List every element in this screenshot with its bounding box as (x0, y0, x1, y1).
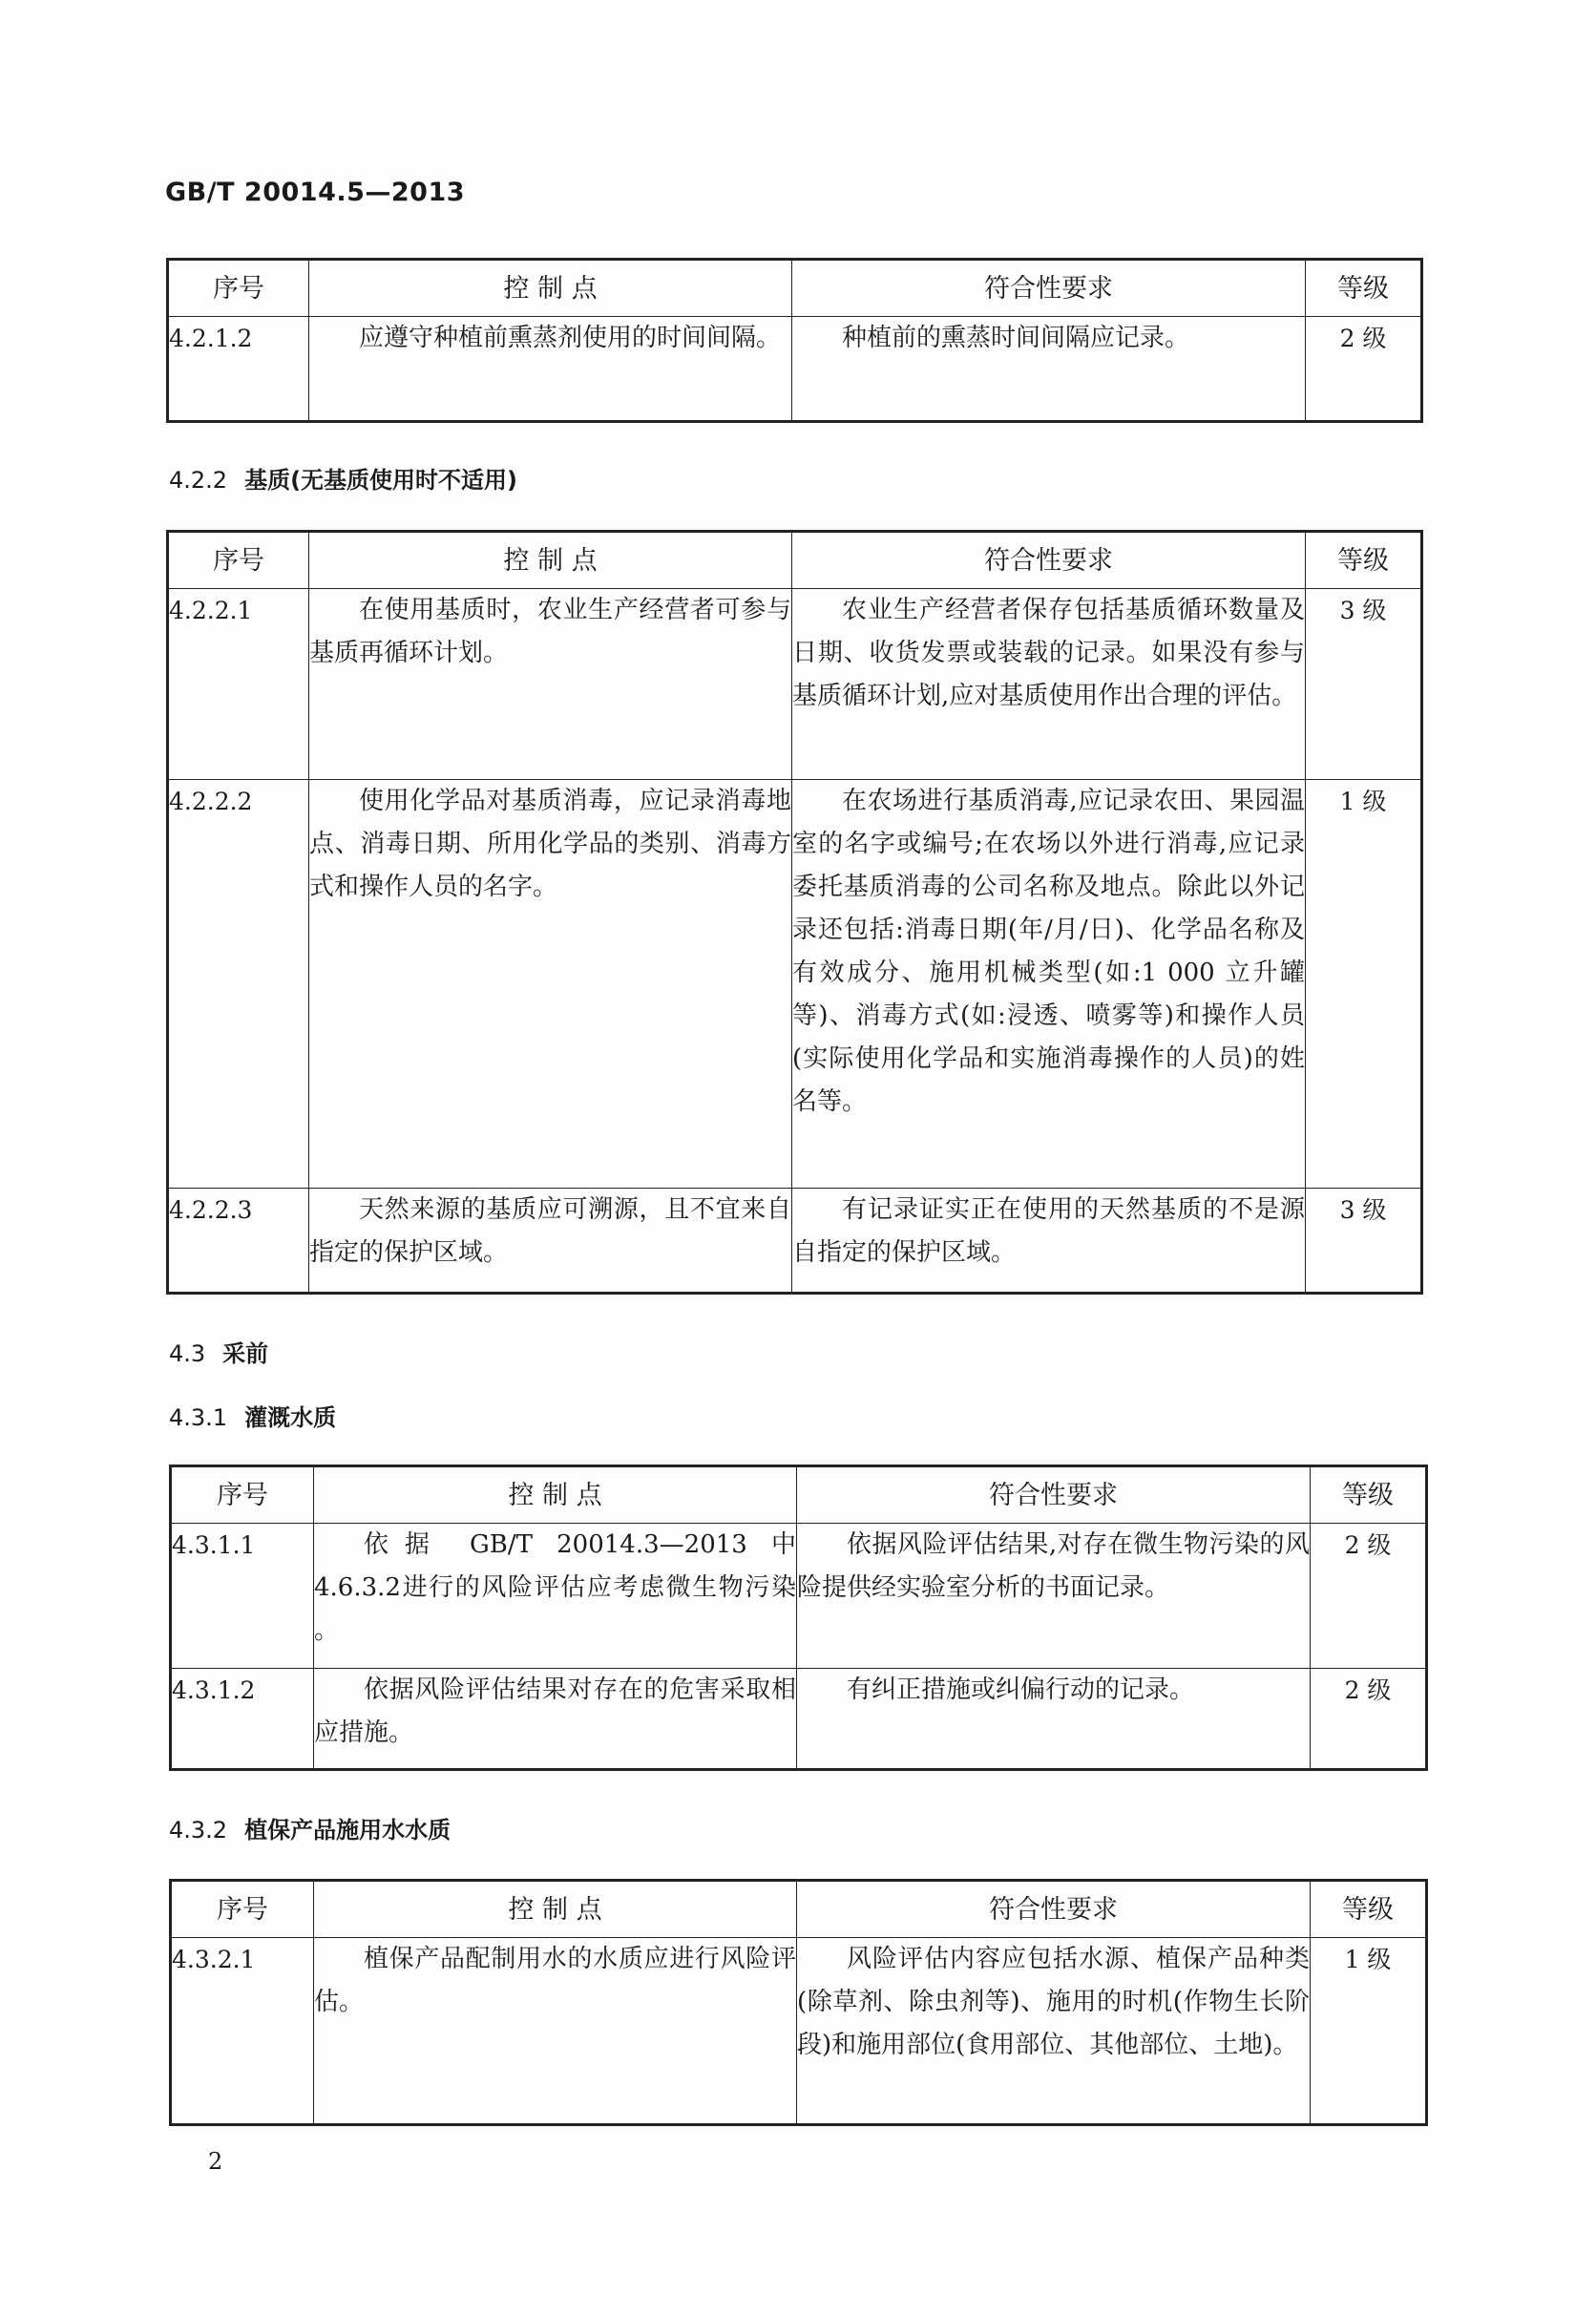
row-id: 4.3.1.1 (171, 1524, 314, 1669)
section-title: 灌溉水质 (244, 1404, 337, 1431)
table-4-3-2 (169, 1879, 1428, 2126)
table-row (168, 1189, 1422, 1294)
col-header-level: 等级 (1306, 532, 1422, 589)
row-level: 3 级 (1306, 589, 1422, 780)
section-number: 4.3.2 (169, 1817, 228, 1844)
row-requirement: 依据风险评估结果,对存在微生物污染的风险提供经实验室分析的书面记录。 (797, 1524, 1311, 1669)
row-id: 4.2.2.1 (168, 589, 309, 780)
row-control: 依据风险评估结果对存在的危害采取相应措施。 (314, 1669, 797, 1770)
row-requirement: 有记录证实正在使用的天然基质的不是源自指定的保护区域。 (792, 1189, 1306, 1294)
row-requirement: 在农场进行基质消毒,应记录农田、果园温室的名字或编号;在农场以外进行消毒,应记录委托基质消毒的公司名称及地点。除此以外记录还包括:消毒日期(年/月/日)、化学品名称及有效成分、施用机械类型(如:1 000 立升罐等)、消毒方式(如:浸透、喷雾等)和操作人员(实际使用化学品和实施消毒操作的人员)的姓名等。 (792, 780, 1306, 1189)
section-title: 植保产品施用水水质 (244, 1817, 452, 1844)
col-header-id: 序号 (168, 532, 309, 589)
row-requirement: 有纠正措施或纠偏行动的记录。 (797, 1669, 1311, 1770)
row-control: 天然来源的基质应可溯源，且不宜来自指定的保护区域。 (309, 1189, 792, 1294)
table-row (171, 1524, 1427, 1669)
row-id: 4.2.1.2 (168, 317, 309, 422)
row-level: 2 级 (1306, 317, 1422, 422)
col-header-level: 等级 (1311, 1466, 1427, 1524)
col-header-control: 控 制 点 (309, 532, 792, 589)
row-control: 使用化学品对基质消毒，应记录消毒地点、消毒日期、所用化学品的类别、消毒方式和操作人员的名字。 (309, 780, 792, 1189)
row-id: 4.2.2.2 (168, 780, 309, 1189)
section-heading-4-3 (169, 1335, 268, 1368)
row-control: 在使用基质时，农业生产经营者可参与基质再循环计划。 (309, 589, 792, 780)
standard-number: GB/T 20014.5—2013 (165, 178, 466, 207)
page-number: 2 (208, 2148, 223, 2175)
section-heading-4-3-2 (169, 1811, 451, 1844)
section-number: 4.3 (169, 1340, 206, 1367)
col-header-level: 等级 (1311, 1881, 1427, 1938)
row-requirement: 种植前的熏蒸时间间隔应记录。 (792, 317, 1306, 422)
row-requirement: 风险评估内容应包括水源、植保产品种类(除草剂、除虫剂等)、施用的时机(作物生长阶段)和施用部位(食用部位、其他部位、土地)。 (797, 1938, 1311, 2125)
table-header-row (171, 1881, 1427, 1938)
row-level: 3 级 (1306, 1189, 1422, 1294)
col-header-id: 序号 (168, 260, 309, 317)
section-heading-4-2-2 (169, 461, 517, 495)
row-id: 4.3.1.2 (171, 1669, 314, 1770)
col-header-requirement: 符合性要求 (797, 1881, 1311, 1938)
col-header-requirement: 符合性要求 (792, 532, 1306, 589)
table-row (171, 1938, 1427, 2125)
row-requirement: 农业生产经营者保存包括基质循环数量及日期、收货发票或装载的记录。如果没有参与基质循环计划,应对基质使用作出合理的评估。 (792, 589, 1306, 780)
table-header-row (168, 260, 1422, 317)
col-header-control: 控 制 点 (314, 1881, 797, 1938)
row-level: 1 级 (1306, 780, 1422, 1189)
col-header-requirement: 符合性要求 (797, 1466, 1311, 1524)
row-level: 2 级 (1311, 1669, 1427, 1770)
col-header-control: 控 制 点 (309, 260, 792, 317)
col-header-control: 控 制 点 (314, 1466, 797, 1524)
table-header-row (168, 532, 1422, 589)
table-4-3-1 (169, 1465, 1428, 1771)
row-control: 应遵守种植前熏蒸剂使用的时间间隔。 (309, 317, 792, 422)
col-header-requirement: 符合性要求 (792, 260, 1306, 317)
col-header-id: 序号 (171, 1466, 314, 1524)
table-4-2-1 (166, 258, 1423, 423)
table-row (171, 1669, 1427, 1770)
section-title: 基质(无基质使用时不适用) (244, 467, 518, 494)
col-header-id: 序号 (171, 1881, 314, 1938)
table-row (168, 317, 1422, 422)
section-heading-4-3-1 (169, 1399, 336, 1432)
table-row (168, 589, 1422, 780)
table-row (168, 780, 1422, 1189)
table-4-2-2 (166, 530, 1423, 1295)
row-control: 植保产品配制用水的水质应进行风险评估。 (314, 1938, 797, 2125)
row-level: 1 级 (1311, 1938, 1427, 2125)
section-number: 4.2.2 (169, 467, 228, 494)
row-control: 依据 GB/T 20014.3—2013 中 4.6.3.2进行的风险评估应考虑微生物污染 。 (314, 1524, 797, 1669)
col-header-level: 等级 (1306, 260, 1422, 317)
row-level: 2 级 (1311, 1524, 1427, 1669)
row-id: 4.2.2.3 (168, 1189, 309, 1294)
row-id: 4.3.2.1 (171, 1938, 314, 2125)
section-title: 采前 (222, 1340, 269, 1367)
section-number: 4.3.1 (169, 1404, 228, 1431)
table-header-row (171, 1466, 1427, 1524)
